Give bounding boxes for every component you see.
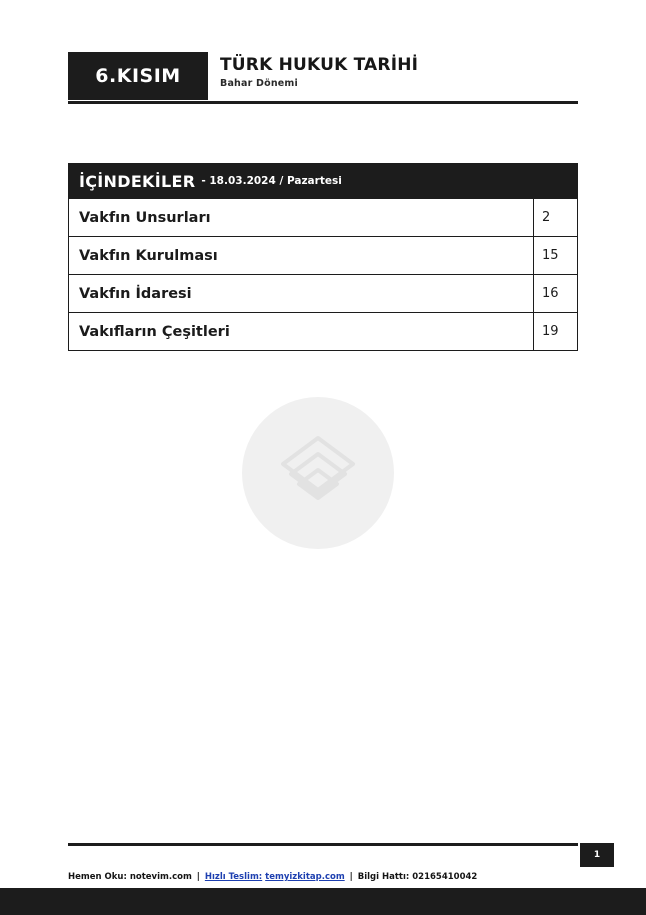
toc-entry-title: Vakfın Kurulması — [79, 247, 218, 264]
toc-entry-title: Vakfın İdaresi — [79, 285, 192, 302]
footer-info-value: 02165410042 — [412, 872, 478, 882]
watermark — [242, 397, 394, 549]
document-header — [68, 52, 578, 100]
footer-read-label: Hemen Oku: — [68, 872, 127, 882]
footer-delivery-link[interactable]: temyizkitap.com — [265, 872, 345, 882]
toc-heading: İÇİNDEKİLER — [79, 171, 196, 191]
toc-header — [69, 164, 577, 198]
table-of-contents — [68, 163, 578, 351]
layers-diamond-icon — [275, 430, 361, 516]
toc-entry-page: 16 — [533, 275, 577, 312]
footer-separator: | — [349, 872, 353, 882]
footer-info-label: Bilgi Hattı: — [357, 872, 410, 882]
table-row[interactable] — [69, 198, 577, 236]
course-title: TÜRK HUKUK TARİHİ — [220, 55, 419, 75]
toc-entry-title: Vakıfların Çeşitleri — [79, 323, 230, 340]
toc-entry-page: 2 — [533, 199, 577, 236]
header-texts — [208, 52, 418, 100]
table-row[interactable] — [69, 274, 577, 312]
toc-date: - 18.03.2024 / Pazartesi — [201, 174, 342, 187]
page-number: 1 — [580, 843, 614, 867]
footer-separator: | — [196, 872, 200, 882]
footer-contact-line — [68, 872, 477, 882]
toc-entry-title: Vakfın Unsurları — [79, 209, 211, 226]
footer-read-value: notevim.com — [129, 872, 192, 882]
table-row[interactable] — [69, 236, 577, 274]
footer-bar — [0, 888, 646, 915]
toc-entry-page: 19 — [533, 313, 577, 350]
header-divider — [68, 101, 578, 104]
table-row[interactable] — [69, 312, 577, 350]
course-term: Bahar Dönemi — [220, 78, 298, 89]
section-badge: 6.KISIM — [68, 52, 208, 100]
toc-entry-page: 15 — [533, 237, 577, 274]
footer-delivery-label[interactable]: Hızlı Teslim: — [204, 872, 263, 882]
footer-divider — [68, 843, 578, 846]
